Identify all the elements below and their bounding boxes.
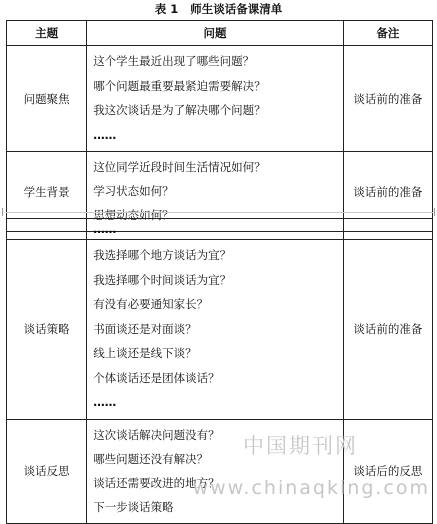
row-topic: 问题聚焦 [7,46,87,152]
question-item: 哪些问题还没有解决？ [93,451,209,466]
caption-title: 师生谈话备课清单 [190,2,283,16]
question-item: 下一步谈话策略 [93,499,174,514]
row-note: 谈话后的反思 [343,419,432,523]
row-topic: 学生背景 [7,152,87,232]
header-topic: 主题 [7,21,87,46]
table-row [7,46,433,152]
watermark-url: www.chinaqking.com [192,477,430,499]
question-item: 思想动态如何？ [93,208,174,222]
header-row [7,21,433,46]
watermark-chinese: 中国期刊网 [243,434,358,458]
question-item: 谈话还需要改进的地方？ [93,475,220,490]
question-item: 这次谈话解决问题没有？ [93,427,220,442]
question-item: 个体谈话还是团体谈话？ [93,370,220,385]
header-questions: 问题 [87,21,344,46]
caption-label: 表 1 [154,2,179,16]
row-topic: 谈话策略 [7,240,87,420]
row-questions [87,419,344,523]
question-item: 书面谈还是对面谈？ [93,321,197,336]
row-topic [7,219,87,240]
question-item: 我选择哪个地方谈话为宜？ [93,248,232,262]
header-note: 备注 [343,21,432,46]
checklist-table-part-1 [6,20,433,232]
question-item: 哪个问题最重要最紧迫需要解决？ [93,78,266,93]
table-row [7,219,433,240]
page-break-line [6,212,433,214]
question-ellipsis: …… [93,222,117,236]
row-note: 谈话前的准备 [343,46,432,152]
question-item: 我选择哪个时间谈话为宜？ [93,272,232,287]
question-item: 这个学生最近出现了哪些问题？ [93,54,255,68]
question-item: 我这次谈话是为了解决哪个问题？ [93,103,266,117]
checklist-table-part-2 [6,218,433,524]
row-topic: 谈话反思 [7,419,87,523]
row-questions [87,219,344,240]
row-note [343,219,432,240]
row-questions [87,240,344,420]
question-item: 这位同学近段时间生活情况如何？ [93,160,266,174]
question-ellipsis: …… [93,395,117,409]
question-ellipsis: …… [93,127,117,142]
question-item: 学习状态如何？ [93,184,174,198]
row-note: 谈话前的准备 [343,152,432,232]
question-item: 线上谈还是线下谈？ [93,346,197,360]
table-row [7,240,433,420]
question-item: 有没有必要通知家长？ [93,297,209,311]
row-questions [87,46,344,152]
row-note: 谈话前的准备 [343,240,432,420]
table-row [7,419,433,523]
table-caption [0,2,437,16]
